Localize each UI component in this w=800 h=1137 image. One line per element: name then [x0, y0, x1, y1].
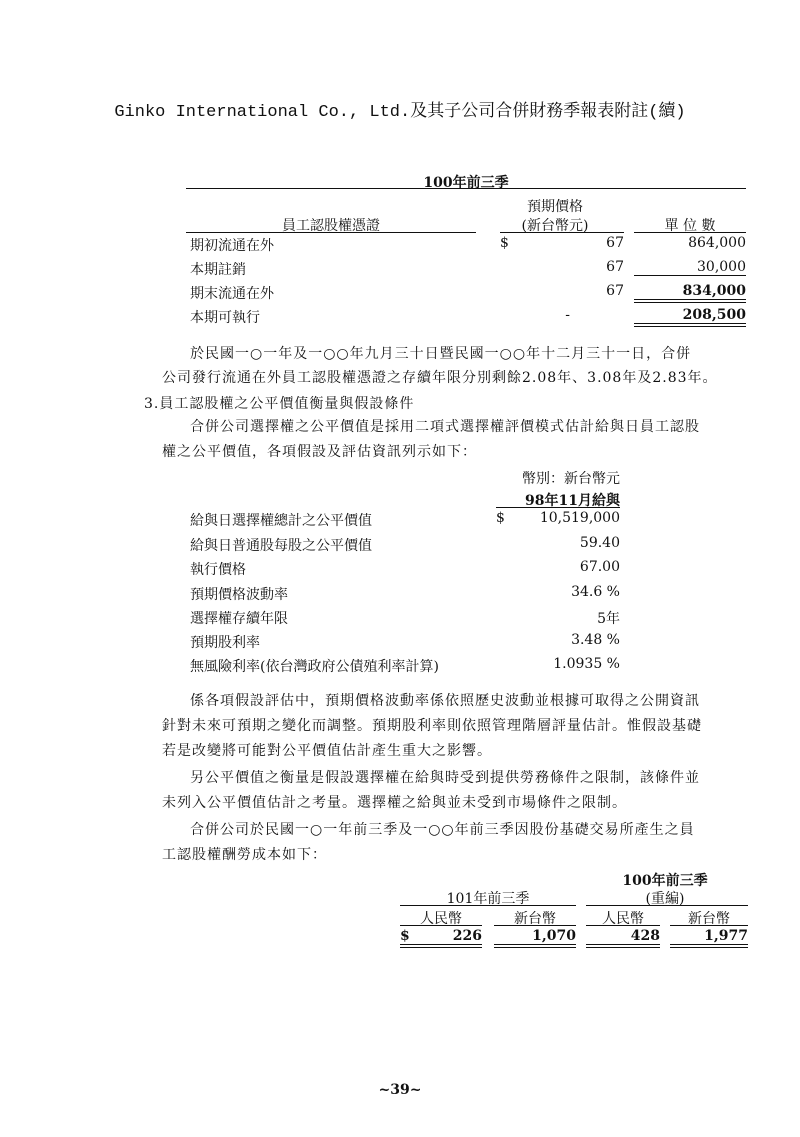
divider [500, 232, 624, 233]
double-underline [494, 944, 576, 948]
divider [670, 925, 748, 926]
col-header-twd: 新台幣 [514, 911, 556, 927]
page-header: Ginko International Co., Ltd.及其子公司合併財務季報表附註(續) [114, 103, 686, 122]
paragraph-line: 於民國一○一年及一○○年九月三十日暨民國一○○年十二月三十一日，合併 [190, 346, 692, 362]
col-header-rmb: 人民幣 [420, 911, 462, 927]
divider [496, 507, 620, 508]
double-underline [634, 299, 746, 303]
paragraph-line: 係各項假設評估中，預期價格波動率係依照歷史波動並根據可取得之公開資訊 [190, 693, 700, 709]
units-col-header: 單 位 數 [664, 218, 716, 234]
warrant-col-header: 員工認股權憑證 [282, 218, 380, 234]
warrant-row-price: 67 [606, 283, 624, 299]
cost-value-101-rmb: 226 [452, 928, 482, 944]
assumption-label: 選擇權存續年限 [190, 611, 288, 627]
paragraph-line: 未列入公平價值估計之考量。選擇權之給與並未受到市場條件之限制。 [162, 795, 627, 811]
col-header-rmb: 人民幣 [602, 911, 644, 927]
assumption-label: 預期股利率 [190, 635, 260, 651]
assumption-value: 3.48 % [571, 632, 620, 648]
paragraph-line: 合併公司選擇權之公平價值是採用二項式選擇權評價模式估計給與日員工認股 [190, 419, 700, 435]
period-note: (重編) [645, 891, 685, 907]
period-header-100: 100年前三季 [622, 873, 708, 889]
divider [634, 232, 746, 233]
divider [400, 925, 482, 926]
assumption-col-header: 98年11月給與 [525, 493, 620, 509]
divider [186, 232, 476, 233]
double-underline [670, 944, 748, 948]
currency-symbol: $ [496, 510, 505, 526]
price-col-header-1: 預期價格 [527, 199, 583, 215]
warrant-row-units: 208,500 [682, 307, 746, 323]
cost-value-100-twd: 1,977 [704, 928, 748, 944]
section-title: 3.員工認股權之公平價值衡量與假設條件 [144, 396, 415, 412]
assumption-value: 1.0935 % [553, 656, 620, 672]
currency-symbol: $ [400, 928, 410, 944]
assumption-label: 給與日普通股每股之公平價值 [190, 538, 372, 554]
warrant-row-units: 834,000 [682, 283, 746, 299]
warrant-row-label: 本期可執行 [190, 310, 260, 326]
assumption-value: 5年 [597, 611, 620, 627]
paragraph-line: 合併公司於民國一○一年前三季及一○○年前三季因股份基礎交易所產生之員 [190, 822, 695, 838]
divider [586, 925, 660, 926]
assumption-value: 34.6 % [571, 584, 620, 600]
paragraph-line: 公司發行流通在外員工認股權憑證之存續年限分別剩餘2.08年、3.08年及2.83年。 [162, 370, 718, 386]
double-underline [634, 323, 746, 327]
assumption-value: 10,519,000 [539, 510, 620, 526]
cost-value-100-rmb: 428 [630, 928, 660, 944]
warrant-row-price: - [565, 307, 570, 323]
assumption-label: 執行價格 [190, 562, 246, 578]
divider [186, 188, 746, 189]
col-header-twd: 新台幣 [688, 911, 730, 927]
paragraph-line: 若是改變將可能對公平價值估計產生重大之影響。 [162, 743, 492, 759]
assumption-value: 67.00 [579, 559, 620, 575]
assumption-label: 給與日選擇權總計之公平價值 [190, 513, 372, 529]
warrant-row-label: 期末流通在外 [190, 286, 274, 302]
price-col-header-2: (新台幣元) [521, 218, 589, 234]
warrant-row-units: 30,000 [697, 259, 746, 275]
divider [400, 905, 576, 906]
assumption-label: 無風險利率(依台灣政府公債殖利率計算) [190, 659, 439, 675]
paragraph-line: 工認股權酬勞成本如下： [162, 847, 327, 863]
unit-note: 幣別：新台幣元 [522, 471, 620, 487]
warrant-period-title: 100年前三季 [423, 175, 509, 191]
paragraph-line: 另公平價值之衡量是假設選擇權在給與時受到提供勞務條件之限制，該條件並 [190, 770, 700, 786]
period-header-101: 101年前三季 [446, 891, 530, 907]
double-underline [586, 944, 660, 948]
divider [634, 275, 746, 276]
warrant-row-units: 864,000 [688, 235, 746, 251]
assumption-value: 59.40 [579, 535, 620, 551]
paragraph-line: 針對未來可預期之變化而調整。預期股利率則依照管理階層評量估計。惟假設基礎 [162, 718, 702, 734]
double-underline [400, 944, 482, 948]
cost-value-101-twd: 1,070 [532, 928, 576, 944]
warrant-row-price: 67 [606, 235, 624, 251]
currency-symbol: $ [500, 235, 509, 251]
assumption-label: 預期價格波動率 [190, 587, 288, 603]
warrant-row-label: 期初流通在外 [190, 238, 274, 254]
warrant-row-label: 本期註銷 [190, 262, 246, 278]
page-number: ~39~ [378, 1082, 422, 1098]
divider [494, 925, 576, 926]
paragraph-line: 權之公平價值，各項假設及評估資訊列示如下： [162, 444, 477, 460]
divider [586, 905, 748, 906]
warrant-row-price: 67 [606, 259, 624, 275]
